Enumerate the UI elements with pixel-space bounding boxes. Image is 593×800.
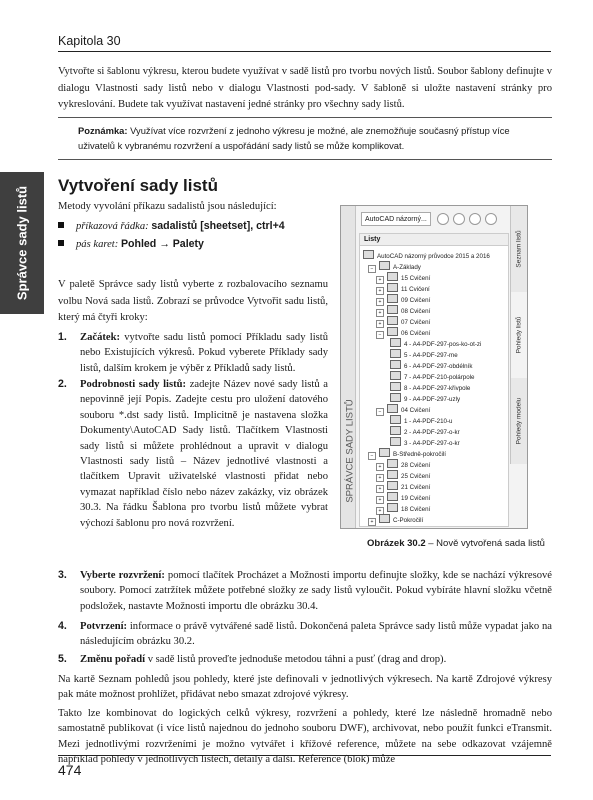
folder-icon [387, 305, 398, 314]
toolbar-icon[interactable] [469, 213, 481, 225]
sheet-icon [390, 415, 401, 424]
header-rule [58, 51, 551, 52]
bullet-value: Pohled → Palety [120, 238, 204, 250]
tree-node[interactable]: 5 - A4-PDF-297-me [390, 349, 458, 359]
folder-icon [387, 404, 398, 413]
sheet-icon [390, 437, 401, 446]
toolbar-icon[interactable] [453, 213, 465, 225]
page-number: 474 [58, 762, 82, 778]
folder-icon [387, 283, 398, 292]
tree-node[interactable]: + 18 Cvičení [376, 503, 430, 515]
step-title: Potvrzení: [80, 621, 128, 632]
tree-node[interactable]: − B-Středně-pokročilí [368, 448, 446, 460]
list-header: Listy [360, 234, 508, 246]
tab-sheet-views[interactable]: Pohledy listů [510, 292, 527, 378]
folder-icon [387, 272, 398, 281]
sheet-set-palette-figure [340, 205, 528, 529]
tree-node[interactable]: + 07 Cvičení [376, 316, 430, 328]
tree-node[interactable]: − 06 Cvičení [376, 327, 430, 339]
step-5 [58, 652, 552, 667]
tree-node[interactable]: 9 - A4-PDF-297-uzly [390, 393, 460, 403]
folder-icon [387, 503, 398, 512]
tree-node[interactable]: 2 - A4-PDF-297-o-kr [390, 426, 460, 436]
step-text: informace o právě vytvářené sadě listů. Dokončená paleta Správce sady listů může vypadat jako na následujícím obrázku 30.2. [80, 621, 552, 648]
sheet-icon [390, 360, 401, 369]
tree-node[interactable]: + 08 Cvičení [376, 305, 430, 317]
bullet-command-line [58, 220, 285, 232]
step-text: vytvořte sadu listů pomocí Příkladu sady listů nebo Existujících výkresů. Pokud vyberete Příklady sady listů, dalším krokem je výběr z Příkladů sady listů. [80, 332, 328, 374]
column-paragraph: V paletě Správce sady listů vyberte z rozbalovacího seznamu volbu Nová sada listů. Zobrazí se průvodce Vytvořit sadu listů, který má čtyři kroky: [58, 279, 328, 323]
sheet-icon [390, 371, 401, 380]
tree-node[interactable]: + 21 Cvičení [376, 481, 430, 493]
tree-node[interactable]: + C-Pokročilí [368, 514, 423, 526]
sheet-icon [390, 426, 401, 435]
note-text: Využívat více rozvržení z jednoho výkresu je možné, ale znemožňuje současný přístup více uživatelů k vybranému rozvržení a uspořádání sady listů se může komplikovat. [78, 125, 510, 151]
bullet-square-icon [58, 222, 64, 228]
step-number: 4. [58, 620, 67, 632]
sheet-icon [390, 382, 401, 391]
step-number: 2. [58, 378, 67, 390]
folder-icon [387, 327, 398, 336]
section-title: Vytvoření sady listů [58, 176, 218, 195]
step-2 [58, 377, 328, 531]
tree-node[interactable]: 4 - A4-PDF-297-pos-ko-ot-zi [390, 338, 481, 348]
tree-node[interactable]: 8 - A4-PDF-297-křivpole [390, 382, 470, 392]
step-number: 5. [58, 653, 67, 665]
step-text: zadejte Název nové sady listů a nepovinně její Popis. Zadejte cestu pro uložení datového souboru *.dst sady listů. Implicitně je nastavena složka Dokumenty\AutoCAD Sady listů. Tlačítkem Vlastnosti sady listů si můžete prohlédnout a upravit v dialogu Vlastnosti sady listů – Název jednotlivé vlastnosti a tlačítkem Upravit uživatelské vlastnosti přidat nebo vymazat například číslo nebo název zakázky, viz obrázek 30.3. Na řádku Šablona pro tvorbu listů můžete vybrat výchozí šablonu pro nová rozvržení. [80, 379, 328, 529]
paragraph-combine: Takto lze kombinovat do logických celků výkresy, rozvržení a pohledy, které lze následně hromadně nebo samostatně publikovat (i více listů najednou do jednoho souboru DWF), archivovat, nebo použít funkci eTransmit. Mezi jednotlivými rozvrženími je možno vytvářet i křížové reference, můžete na sebe odkazovat vzájemně například pohledy v jednotlivých listech, detaily a další. Reference (blok) může [58, 708, 552, 766]
tree-node[interactable]: + 15 Cvičení [376, 272, 430, 284]
footer-rule [58, 755, 551, 756]
step-text: pomocí tlačítek Procházet a Možnosti importu definujte složky, kde se nachází výkresové soubory. Pomocí zatržítek můžete potřebné složky ze sady listů vyloučit. Pokud vybíráte hlavní složku včetně podsložek, nastavte Možnosti importu dle obrázku 30.4. [80, 570, 552, 612]
folder-icon [387, 481, 398, 490]
step-4 [58, 619, 552, 650]
folder-icon [387, 470, 398, 479]
step-text: v sadě listů proveďte jednoduše metodou táhni a pusť (drag and drop). [145, 654, 447, 665]
bullet-square-icon [58, 240, 64, 246]
paragraph-views: Na kartě Seznam pohledů jsou pohledy, které jste definovali v jednotlivých výkresech. Na kartě Zdrojové výkresy pak máte možnost prohlížet, přidávat nebo smazat zdrojové výkresy. [58, 674, 552, 701]
tree-node[interactable]: 7 - A4-PDF-210-polárpole [390, 371, 475, 381]
note-box [58, 117, 552, 160]
intro-paragraph: Vytvořte si šablonu výkresu, kterou budete využívat v sadě listů pro tvorbu nových listů. Soubor šablony definujte v dialogu Vlastnosti sady listů nebo v dialogu Vlastnosti pod-sady. V šabloně si uložte nastavení stránky pro vykreslování. Budete tak využívat nastavení jedné stránky pro všechny sady listů. [58, 66, 552, 110]
tree-node[interactable]: + 11 Cvičení [376, 283, 430, 295]
palette-vertical-title: SPRÁVCE SADY LISTŮ [344, 399, 356, 503]
side-tab [0, 172, 44, 314]
sheet-icon [390, 349, 401, 358]
sheet-set-dropdown[interactable]: AutoCAD názorný... [361, 212, 431, 226]
tree-node[interactable]: AutoCAD názorný průvodce 2015 a 2016 [363, 250, 490, 260]
folder-icon [387, 316, 398, 325]
tree-node[interactable]: + 25 Cvičení [376, 470, 430, 482]
tree-node[interactable]: + 19 Cvičení [376, 492, 430, 504]
folder-icon [387, 492, 398, 501]
step-number: 1. [58, 331, 67, 343]
side-tab-label: Správce sady listů [14, 185, 30, 301]
tab-sheet-list[interactable]: Seznam listů [510, 206, 527, 292]
sheet-set-icon [363, 250, 374, 259]
tree-node[interactable]: 3 - A4-PDF-297-o-kr [390, 437, 460, 447]
methods-intro: Metody vyvolání příkazu sadalistů jsou následující: [58, 201, 277, 212]
tab-model-views[interactable]: Pohledy modelu [510, 378, 527, 464]
step-3 [58, 568, 552, 614]
folder-icon [379, 448, 390, 457]
step-title: Změnu pořadí [80, 654, 146, 665]
tree-node[interactable]: + 28 Cvičení [376, 459, 430, 471]
folder-icon [387, 459, 398, 468]
bullet-ribbon [58, 238, 204, 250]
folder-icon [379, 514, 390, 523]
sheet-tree [359, 233, 509, 527]
folder-icon [387, 294, 398, 303]
toolbar-icon[interactable] [437, 213, 449, 225]
palette-title-bar [341, 206, 356, 528]
step-1 [58, 330, 328, 376]
tree-node[interactable]: + 09 Cvičení [376, 294, 430, 306]
step-title: Vyberte rozvržení: [80, 570, 165, 581]
folder-icon [379, 261, 390, 270]
bullet-label: příkazová řádka: [76, 221, 149, 232]
figure-caption: Obrázek 30.2 – Nově vytvořená sada listů [367, 538, 545, 549]
tree-node[interactable]: − A-Základy [368, 261, 421, 273]
toolbar-icon[interactable] [485, 213, 497, 225]
tree-node[interactable]: 1 - A4-PDF-210-u [390, 415, 453, 425]
tree-node[interactable]: 6 - A4-PDF-297-obdélník [390, 360, 472, 370]
note-label: Poznámka: [78, 125, 128, 136]
step-title: Podrobnosti sady listů: [80, 379, 187, 390]
step-title: Začátek: [80, 332, 121, 343]
bullet-value: sadalistů [sheetset], ctrl+4 [151, 220, 285, 232]
tree-node[interactable]: − 04 Cvičení [376, 404, 430, 416]
chapter-header: Kapitola 30 [58, 34, 121, 48]
step-number: 3. [58, 569, 67, 581]
bullet-label: pás karet: [76, 239, 119, 250]
sheet-icon [390, 393, 401, 402]
sheet-icon [390, 338, 401, 347]
